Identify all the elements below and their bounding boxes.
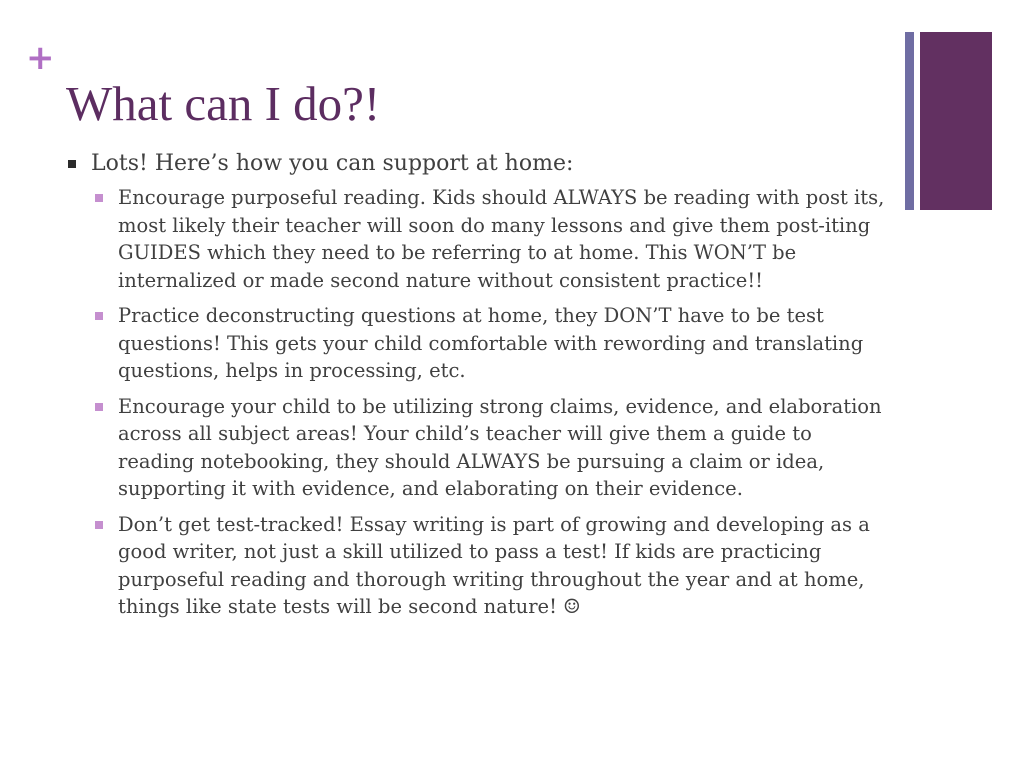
slide-title: What can I do?! — [66, 76, 381, 131]
main-bullet-text: Lots! Here’s how you can support at home: — [91, 151, 574, 176]
main-bullet — [68, 150, 894, 178]
slide-content — [68, 150, 894, 629]
accent-bar-thin — [905, 32, 914, 210]
plus-decoration: + — [26, 38, 55, 78]
sub-bullet-text: Encourage your child to be utilizing strong claims, evidence, and elaboration across all subject areas! Your child’s teacher will give them a guide to reading notebooking, they should ALWAYS be pursuing a claim or idea, supporting it with evidence, and elaborating on their evidence. — [118, 394, 882, 500]
square-bullet-icon — [68, 160, 76, 168]
accent-bar-thick — [920, 32, 992, 210]
square-bullet-icon — [95, 403, 103, 411]
sub-bullet — [68, 511, 894, 621]
square-bullet-icon — [95, 312, 103, 320]
sub-bullet-text: Practice deconstructing questions at home, they DON’T have to be test questions! This gets your child comfortable with rewording and translating questions, helps in processing, etc. — [118, 304, 864, 382]
sub-bullet — [68, 302, 894, 385]
sub-bullet-list — [68, 184, 894, 621]
sub-bullet-text: Encourage purposeful reading. Kids should ALWAYS be reading with post its, most likely their teacher will soon do many lessons and give them post-iting GUIDES which they need to be referring to at home. This WON’T be internalized or made second nature without consistent practice!! — [118, 186, 885, 292]
sub-bullet-text: Don’t get test-tracked! Essay writing is part of growing and developing as a good writer, not just a skill utilized to pass a test! If kids are practicing purposeful reading and thorough writing throughout the year and at home, things like state tests will be second nature! ☺ — [118, 512, 870, 618]
square-bullet-icon — [95, 194, 103, 202]
sub-bullet — [68, 393, 894, 503]
sub-bullet — [68, 184, 894, 294]
square-bullet-icon — [95, 521, 103, 529]
